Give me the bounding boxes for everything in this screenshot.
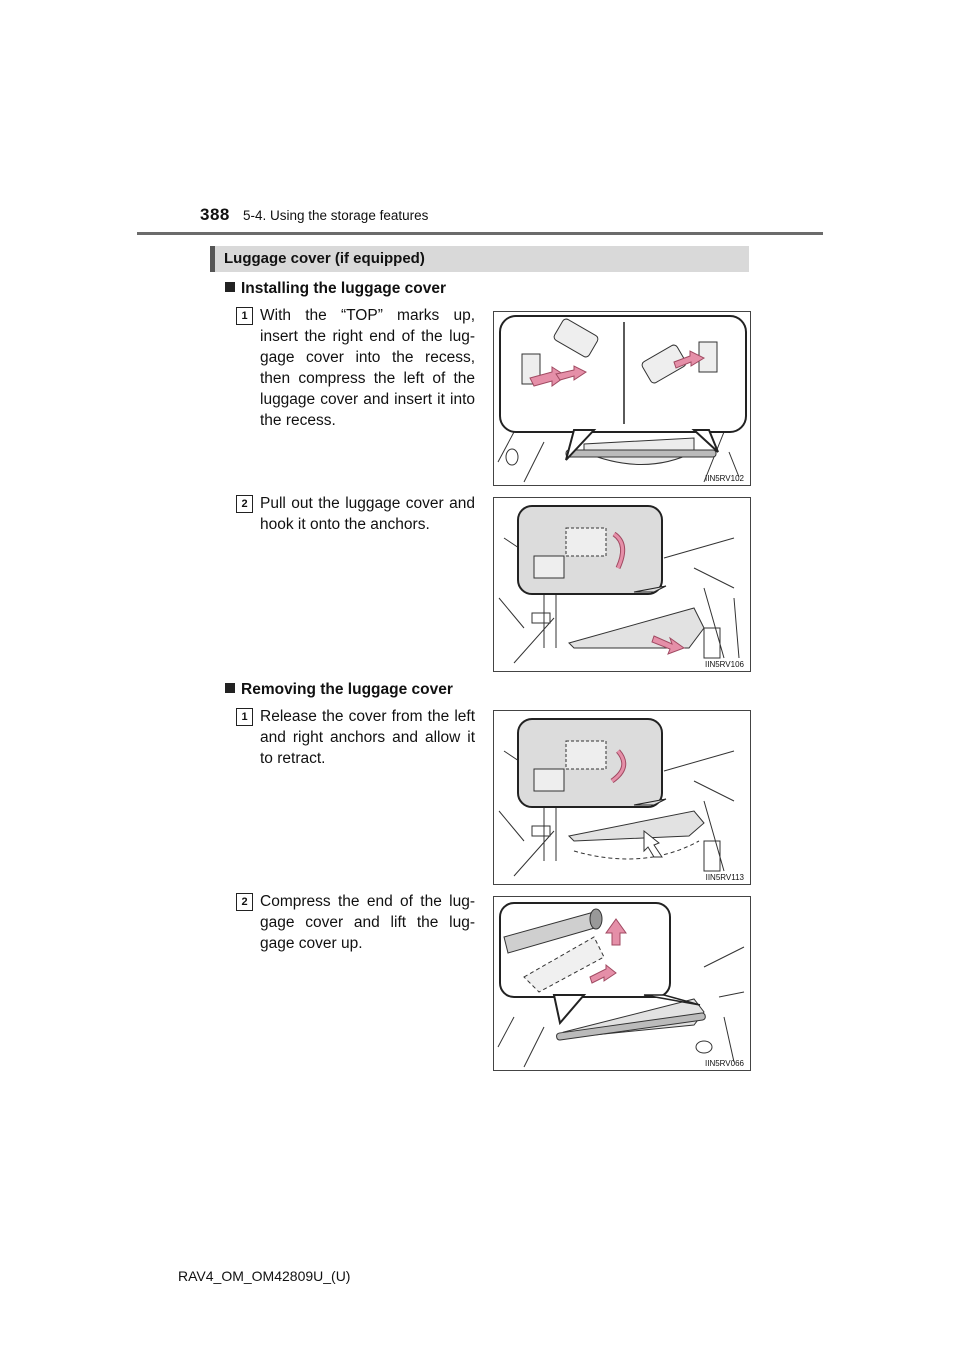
figure-code: IIN5RV106 <box>705 660 744 669</box>
removing-subheading <box>225 681 453 699</box>
remove-step-1-badge: 1 <box>236 708 253 726</box>
installing-title: Installing the luggage cover <box>241 280 446 297</box>
figure-code: IIN5RV102 <box>705 474 744 483</box>
figure-code: IIN5RV113 <box>705 873 744 882</box>
header-rule <box>137 232 823 235</box>
section-title: Luggage cover (if equipped) <box>224 250 425 267</box>
install-step-2-illustration <box>494 498 750 671</box>
remove-step-2-badge: 2 <box>236 893 253 911</box>
install-step-2-badge: 2 <box>236 495 253 513</box>
install-step-2-figure <box>493 497 751 672</box>
remove-step-1-figure <box>493 710 751 885</box>
page-number: 388 <box>200 205 230 224</box>
install-step-2-text: Pull out the luggage cover and hook it onto the anchors. <box>260 495 475 533</box>
install-step-1-text: With the “TOP” marks up, insert the right end of the lug-gage cover into the recess, then compress the left of the luggage cover and insert it into the recess. <box>260 307 475 429</box>
document-id: RAV4_OM_OM42809U_(U) <box>178 1268 351 1284</box>
remove-step-2-illustration <box>494 897 750 1070</box>
section-header-bar <box>210 246 215 272</box>
removing-title: Removing the luggage cover <box>241 681 453 698</box>
square-bullet-icon <box>225 282 235 292</box>
remove-step-2-text: Compress the end of the lug-gage cover and lift the lug-gage cover up. <box>260 893 475 952</box>
install-step-1-figure <box>493 311 751 486</box>
figure-code: IIN5RV066 <box>705 1059 744 1068</box>
chapter-title: 5-4. Using the storage features <box>243 208 429 223</box>
square-bullet-icon <box>225 683 235 693</box>
section-header <box>210 246 749 272</box>
remove-step-1-text: Release the cover from the left and right anchors and allow it to retract. <box>260 708 475 767</box>
remove-step-2-figure <box>493 896 751 1071</box>
remove-step-1-illustration <box>494 711 750 884</box>
installing-subheading <box>225 280 446 298</box>
install-step-1-badge: 1 <box>236 307 253 325</box>
install-step-1-illustration <box>494 312 750 485</box>
